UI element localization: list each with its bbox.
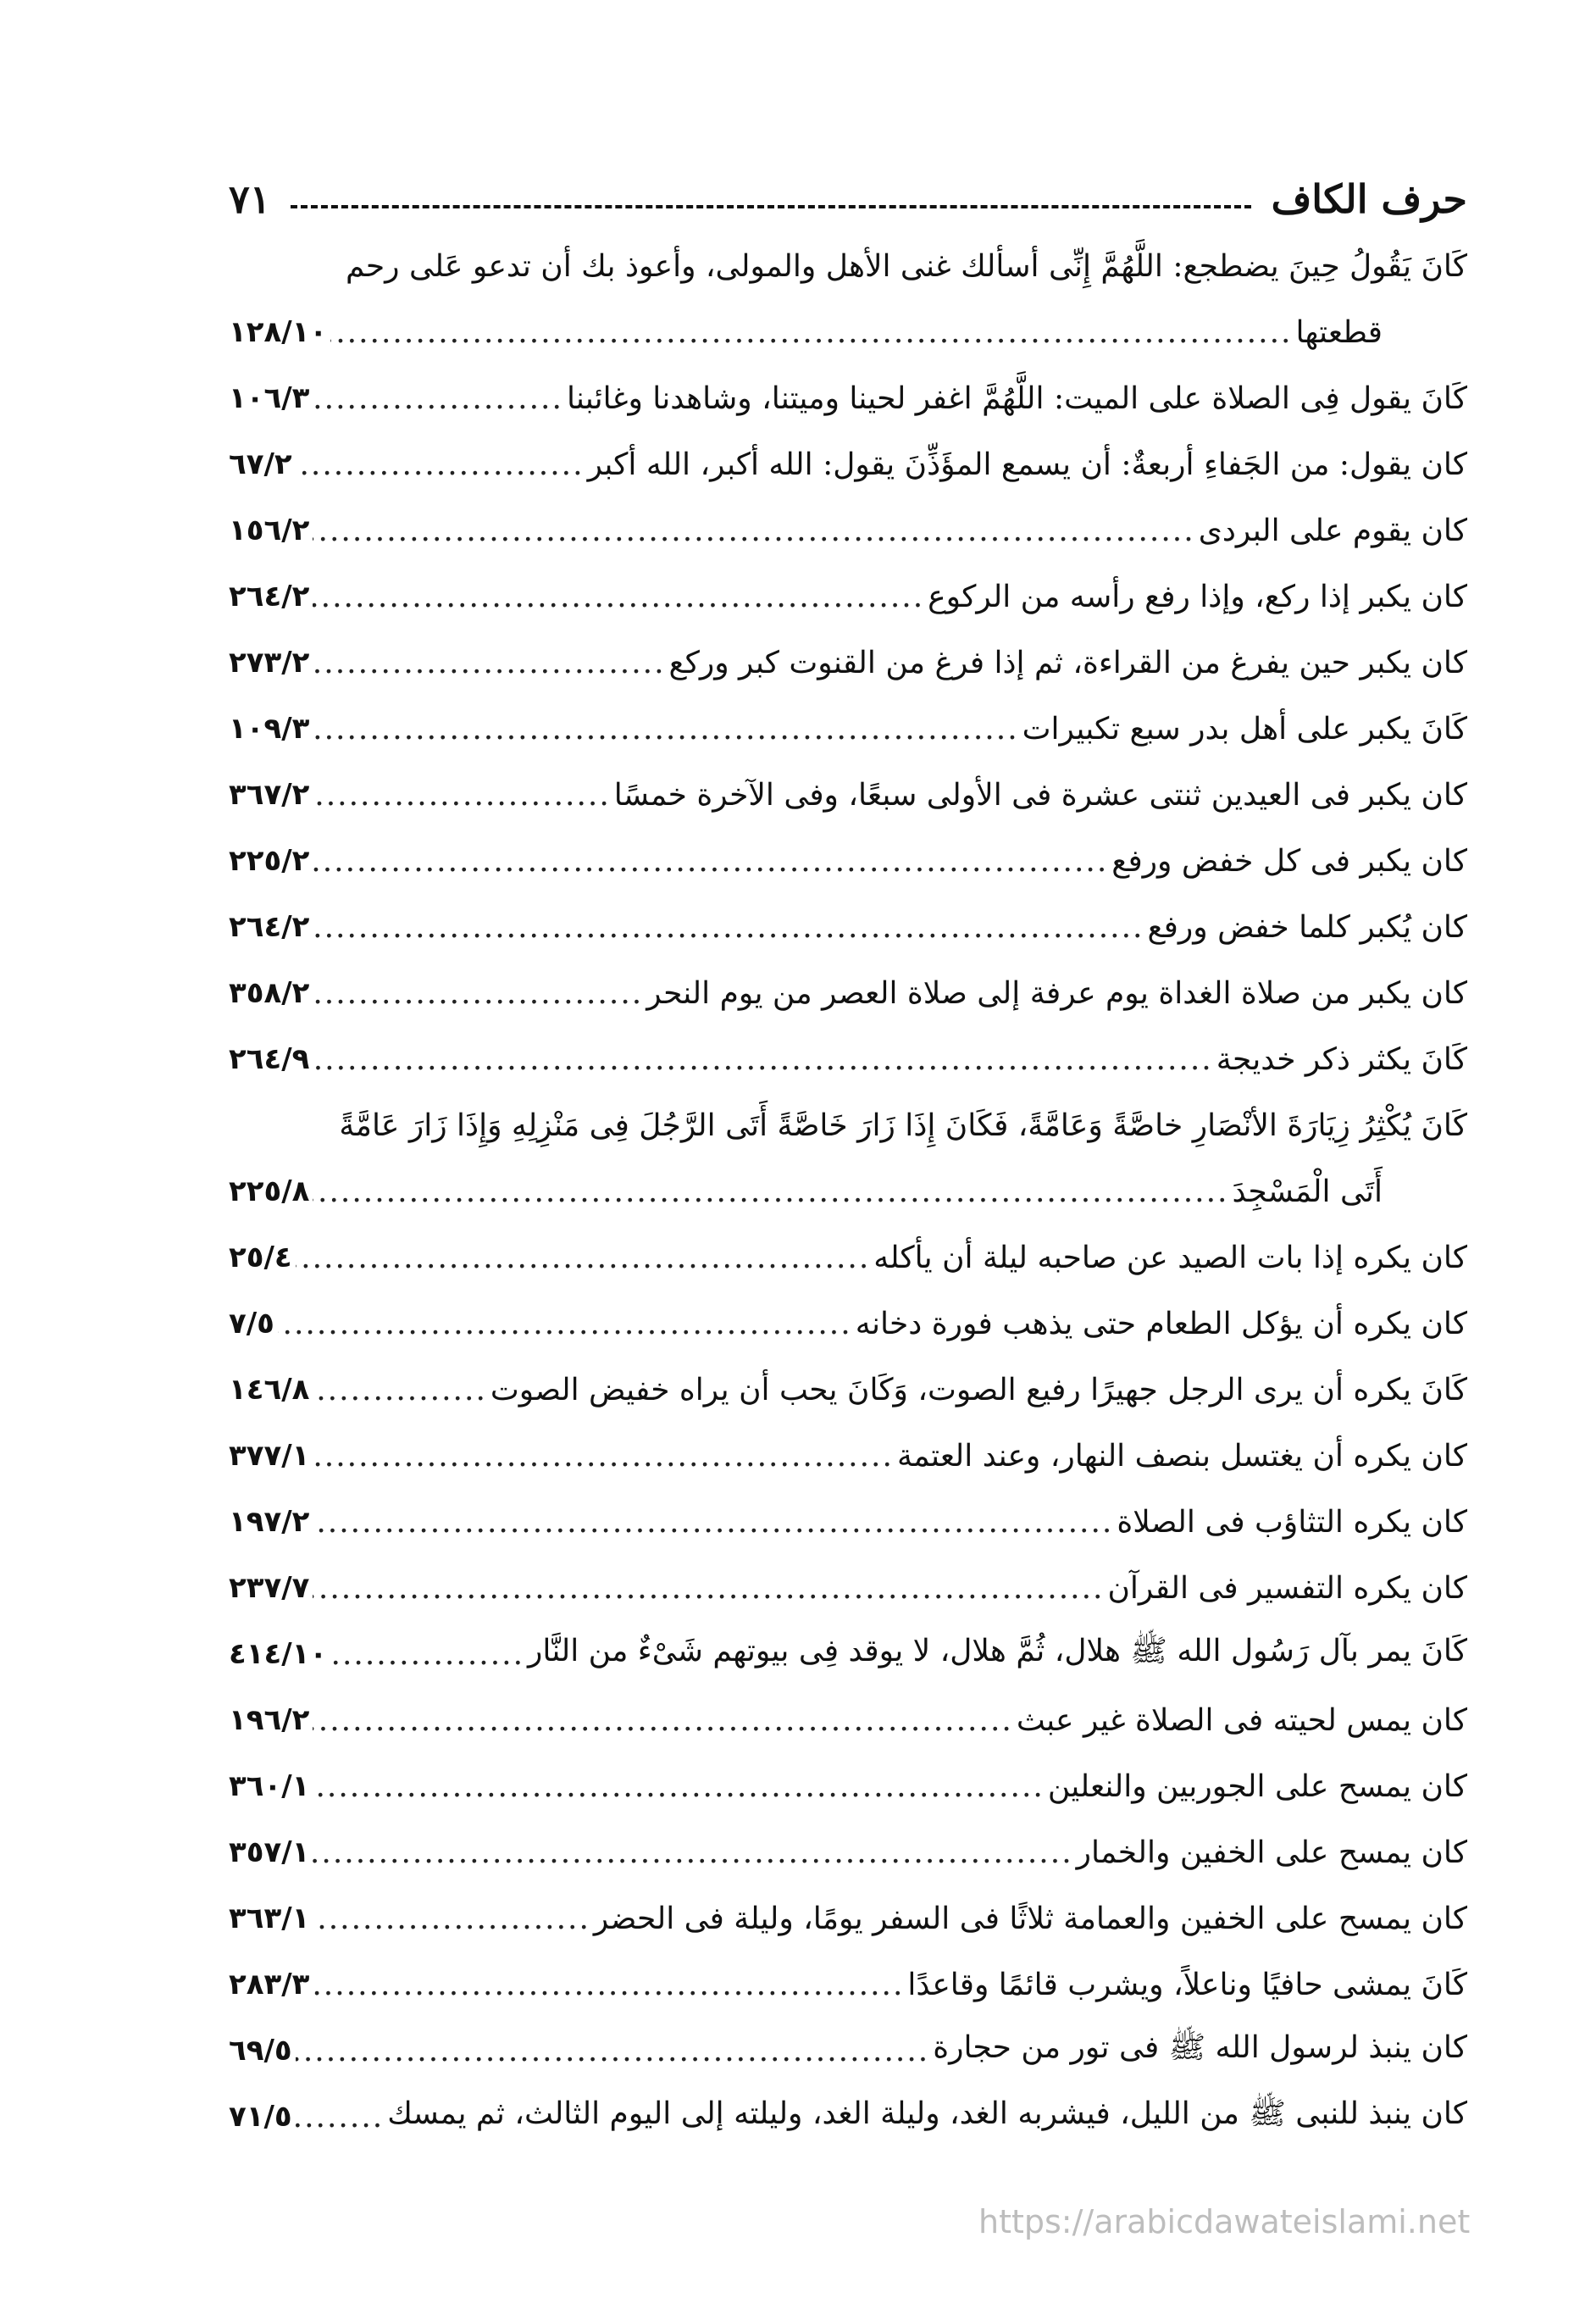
entry-line	[229, 1951, 1467, 2018]
index-entry	[229, 1753, 1467, 1819]
volume-page-reference: ٢٦٤/٢	[229, 580, 310, 613]
leader-dots	[313, 381, 563, 416]
entry-line	[229, 365, 1467, 431]
index-entry	[229, 1951, 1467, 2018]
watermark-url: https://arabicdawateislami.net	[978, 2203, 1471, 2240]
leader-dots	[313, 976, 643, 1011]
entry-line	[229, 2018, 1467, 2084]
leader-dots	[313, 1901, 590, 1936]
leader-dots	[313, 1439, 894, 1474]
leader-dots	[313, 1703, 1012, 1738]
leader-dots	[313, 1042, 1212, 1077]
volume-page-reference: ١٩٧/٢	[229, 1505, 310, 1539]
leader-dots	[313, 844, 1108, 879]
index-entry	[229, 960, 1467, 1026]
entry-line	[229, 431, 1467, 497]
entry-line	[229, 960, 1467, 1026]
entry-text: كَانَ يمر بآل رَسُول الله ﷺ هلال، ثُمَّ هلال، لا يوقد فِى بيوتهم شَىْءٌ من النَّار	[528, 1634, 1467, 1668]
index-entry	[229, 1885, 1467, 1951]
index-entry	[229, 431, 1467, 497]
leader-dots	[296, 1241, 871, 1275]
volume-page-reference: ٢٥/٤	[229, 1241, 292, 1274]
volume-page-reference: ٤١٤/١٠	[229, 1637, 328, 1671]
entry-line	[229, 1687, 1467, 1753]
volume-page-reference: ١٢٨/١٠	[229, 315, 328, 349]
volume-page-reference: ١٠٦/٣	[229, 381, 310, 415]
entry-line	[229, 1092, 1467, 1158]
entry-text: كان يقوم على البردى	[1198, 513, 1467, 548]
index-entry	[229, 1489, 1467, 1555]
volume-page-reference: ٣٥٨/٢	[229, 976, 310, 1010]
volume-page-reference: ٢٨٣/٣	[229, 1968, 310, 2001]
page-number: ٧١	[229, 176, 271, 222]
leader-dots	[313, 646, 665, 680]
index-entry	[229, 2018, 1467, 2084]
leader-dots	[313, 1835, 1072, 1870]
entry-line	[229, 828, 1467, 894]
volume-page-reference: ٣٦٧/٢	[229, 778, 310, 812]
entry-line	[229, 696, 1467, 762]
leader-dots	[313, 1505, 1113, 1540]
entry-text: كَانَ يكبر على أهل بدر سبع تكبيرات	[1022, 711, 1467, 747]
volume-page-reference: ٢٦٤/٩	[229, 1042, 310, 1076]
volume-page-reference: ٦٩/٥	[229, 2034, 292, 2068]
index-entry	[229, 762, 1467, 828]
volume-page-reference: ١٠٩/٣	[229, 712, 310, 746]
entry-text: كان يكره أن يؤكل الطعام حتى يذهب فورة دخانه	[855, 1306, 1467, 1341]
volume-page-reference: ٢٧٣/٢	[229, 646, 310, 680]
entry-line	[229, 233, 1467, 299]
entry-line	[229, 1291, 1467, 1357]
entry-text: كان يكبر فى كل خفض ورفع	[1111, 843, 1467, 879]
volume-page-reference: ٣٦٠/١	[229, 1769, 310, 1803]
index-entry	[229, 1026, 1467, 1092]
entry-line	[229, 563, 1467, 630]
leader-dots	[313, 1769, 1044, 1804]
index-entry	[229, 563, 1467, 630]
entry-text: كان يمس لحيته فى الصلاة غير عبث	[1016, 1702, 1467, 1738]
entry-text: أَتَى الْمَسْجِدَ	[1232, 1174, 1383, 1209]
leader-dots	[313, 580, 924, 614]
entry-line	[229, 894, 1467, 960]
entry-text: كان يُكبر كلما خفض ورفع	[1147, 909, 1467, 945]
index-entry	[229, 497, 1467, 563]
index-entry	[229, 1357, 1467, 1423]
index-entry	[229, 1555, 1467, 1621]
leader-dots	[313, 1373, 486, 1407]
leader-dots	[313, 514, 1194, 548]
index-entry	[229, 1224, 1467, 1291]
volume-page-reference: ١٤٦/٨	[229, 1373, 310, 1407]
leader-dots	[313, 1571, 1104, 1606]
entry-text: كَانَ يَقُولُ حِينَ يضطجع: اللَّهُمَّ إِنِّى أسألك غنى الأهل والمولى، وأعوذ بك أن تدعو عَلى رحم	[345, 248, 1467, 284]
volume-page-reference: ٧١/٥	[229, 2100, 292, 2134]
volume-page-reference: ٦٧/٢	[229, 447, 292, 481]
index-entry	[229, 2084, 1467, 2150]
index-entry	[229, 1291, 1467, 1357]
entry-text: كَانَ يكثر ذكر خديجة	[1216, 1041, 1467, 1077]
entry-text: كَانَ يمشى حافيًا وناعلاً، ويشرب قائمًا وقاعدًا	[907, 1967, 1467, 2002]
entry-line	[229, 497, 1467, 563]
index-entry	[229, 1092, 1467, 1224]
entry-text: كان يكبر من صلاة الغداة يوم عرفة إلى صلاة العصر من يوم النحر	[646, 975, 1467, 1011]
entry-text: قطعتها	[1295, 314, 1383, 350]
index-entry	[229, 828, 1467, 894]
entry-line	[229, 1885, 1467, 1951]
entry-text: كان يمسح على الخفين والخمار	[1076, 1835, 1467, 1870]
entry-line	[229, 1489, 1467, 1555]
leader-dots	[296, 2100, 385, 2135]
entry-text: كان يمسح على الجوربين والنعلين	[1047, 1768, 1467, 1804]
entry-line	[229, 1026, 1467, 1092]
entry-line	[229, 630, 1467, 696]
entry-text: كان يكره إذا بات الصيد عن صاحبه ليلة أن يأكله	[873, 1240, 1467, 1275]
entry-text: كان يكبر إذا ركع، وإذا رفع رأسه من الركوع	[928, 579, 1467, 614]
volume-page-reference: ٣٥٧/١	[229, 1835, 310, 1869]
leader-dots	[313, 778, 610, 813]
entry-text: كان يكبر حين يفرغ من القراءة، ثم إذا فرغ من القنوت كبر وركع	[668, 645, 1467, 680]
entry-line	[229, 1819, 1467, 1885]
volume-page-reference: ١٩٦/٢	[229, 1703, 310, 1737]
entry-text: كَانَ يُكْثِرُ زِيَارَةَ الأنْصَارِ خاصَّةً وَعَامَّةً، فَكَانَ إِذَا زَارَ خَاصَّةً أَتَى الرَّجُلَ فِى مَنْزِلِهِ وَإِذَا زَارَ عَامَّةً	[339, 1108, 1467, 1143]
volume-page-reference: ١٥٦/٢	[229, 514, 310, 547]
entry-text: كان يكره أن يغتسل بنصف النهار، وعند العتمة	[896, 1438, 1467, 1474]
entry-line	[229, 2084, 1467, 2150]
index-entry	[229, 233, 1467, 365]
leader-dots	[313, 1174, 1228, 1209]
entry-text: كان يقول: من الجَفاءِ أربعةٌ: أن يسمع المؤَذِّنَ يقول: الله أكبر، الله أكبر	[587, 447, 1467, 482]
volume-page-reference: ٢٢٥/٨	[229, 1174, 310, 1208]
leader-dots	[330, 1637, 524, 1672]
chapter-title: حرف الكاف	[1271, 176, 1467, 222]
entry-line	[229, 1621, 1467, 1687]
index-entry	[229, 1621, 1467, 1687]
entry-line	[229, 1555, 1467, 1621]
volume-page-reference: ٢٢٥/٢	[229, 844, 310, 878]
entry-line	[229, 1423, 1467, 1489]
volume-page-reference: ٧/٥	[229, 1307, 274, 1341]
entry-text: كان يكبر فى العيدين ثنتى عشرة فى الأولى سبعًا، وفى الآخرة خمسًا	[613, 777, 1467, 813]
entry-text: كان يمسح على الخفين والعمامة ثلاثًا فى السفر يومًا، وليلة فى الحضر	[593, 1901, 1467, 1936]
header-dashed-rule	[291, 205, 1250, 208]
index-entry	[229, 1819, 1467, 1885]
index-entry	[229, 894, 1467, 960]
entry-line	[229, 1753, 1467, 1819]
leader-dots	[313, 712, 1018, 747]
leader-dots	[313, 910, 1144, 945]
index-entry	[229, 630, 1467, 696]
index-entry	[229, 1423, 1467, 1489]
leader-dots	[296, 447, 585, 482]
volume-page-reference: ٣٦٣/١	[229, 1901, 310, 1935]
page-header	[229, 161, 1467, 222]
index-entry-list	[229, 233, 1467, 2150]
volume-page-reference: ٣٧٧/١	[229, 1439, 310, 1473]
entry-text: كَانَ يقول فِى الصلاة على الميت: اللَّهُمَّ اغفر لحينا وميتنا، وشاهدنا وغائبنا	[566, 380, 1467, 416]
entry-continuation-line	[229, 1158, 1467, 1224]
entry-continuation-line	[229, 299, 1467, 365]
volume-page-reference: ٢٣٧/٧	[229, 1571, 310, 1605]
entry-line	[229, 1357, 1467, 1423]
entry-text: كان يكره التفسير فى القرآن	[1107, 1570, 1467, 1606]
leader-dots	[330, 315, 1292, 350]
entry-text: كان ينبذ للنبى ﷺ من الليل، فيشربه الغد، وليلة الغد، وليلته إلى اليوم الثالث، ثم يمسك	[387, 2096, 1467, 2131]
entry-text: كان يكره التثاؤب فى الصلاة	[1117, 1504, 1467, 1540]
entry-line	[229, 762, 1467, 828]
leader-dots	[296, 2034, 930, 2068]
leader-dots	[313, 1968, 904, 2002]
leader-dots	[278, 1307, 852, 1341]
volume-page-reference: ٢٦٤/٢	[229, 910, 310, 944]
index-entry	[229, 696, 1467, 762]
entry-text: كَانَ يكره أن يرى الرجل جهيرًا رفيع الصوت، وَكَانَ يحب أن يراه خفيض الصوت	[490, 1372, 1467, 1407]
index-entry	[229, 1687, 1467, 1753]
index-entry	[229, 365, 1467, 431]
entry-line	[229, 1224, 1467, 1291]
entry-text: كان ينبذ لرسول الله ﷺ فى تور من حجارة	[933, 2030, 1467, 2065]
